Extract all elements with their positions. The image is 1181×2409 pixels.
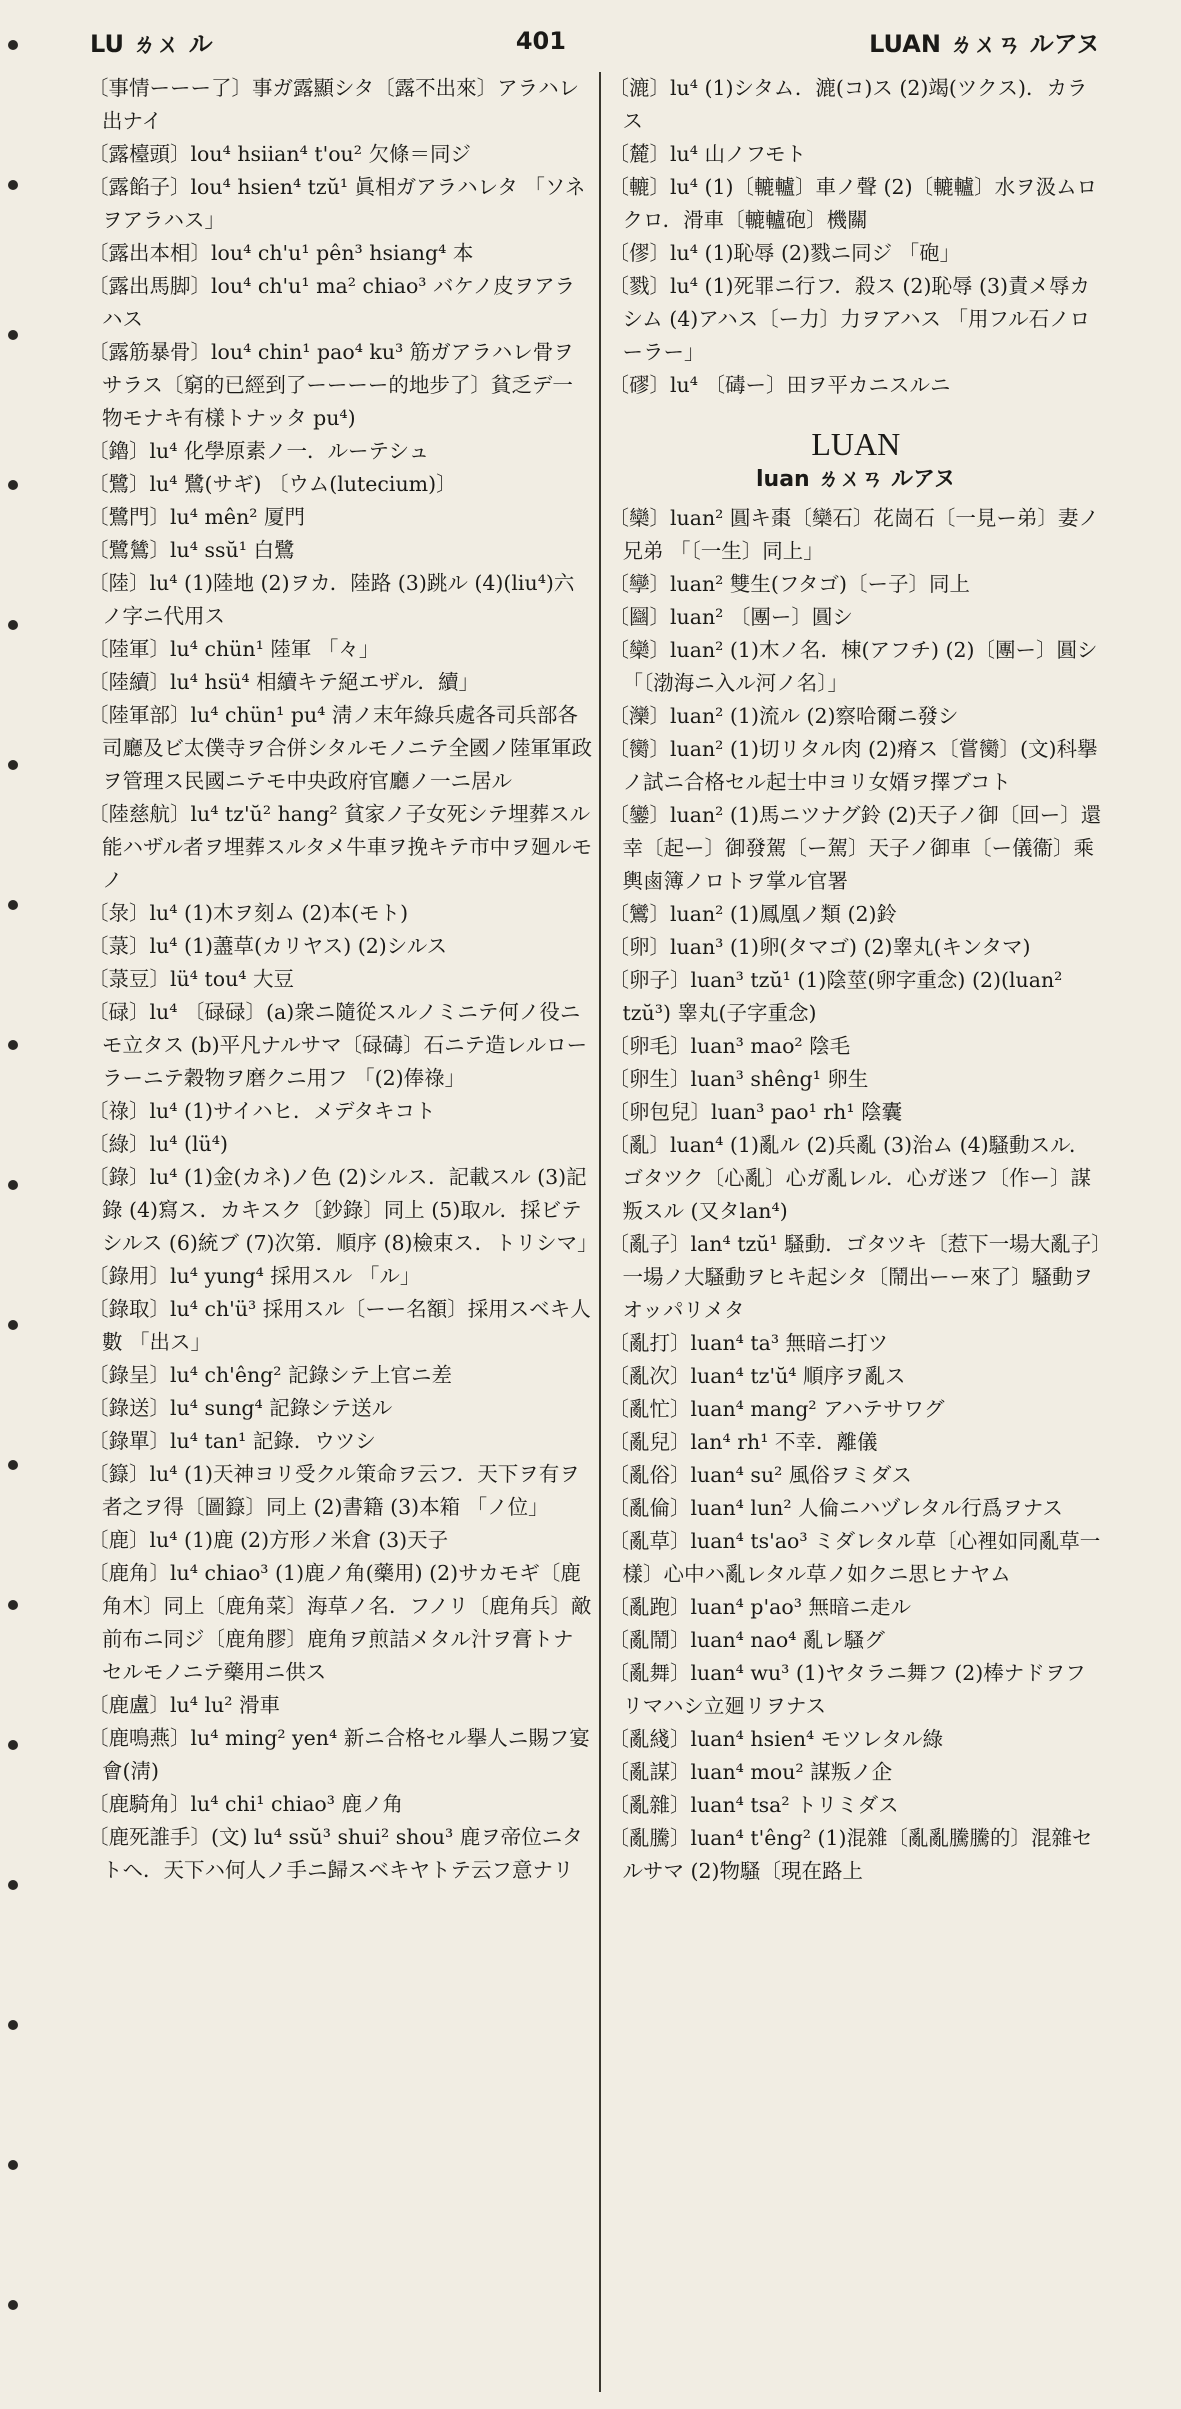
dictionary-entry: 〔祿〕lu⁴ (1)サイハヒ．メデタキコト: [88, 1099, 436, 1123]
dictionary-entry: 〔鷺鷥〕lu⁴ ssŭ¹ 白鷺: [88, 538, 295, 562]
dictionary-entry: 〔磟〕lu⁴ 〔碡ー〕田ヲ平カニスルニ: [608, 373, 951, 397]
dictionary-entry: 〔漉〕lu⁴ (1)シタム．漉(コ)ス (2)竭(ツクス)．カラス: [608, 76, 1088, 133]
dictionary-entry: 〔陸軍〕lu⁴ chün¹ 陸軍 「々」: [88, 637, 380, 661]
right-column-bottom: [609, 502, 1104, 1888]
dictionary-entry: 〔鹿〕lu⁴ (1)鹿 (2)方形ノ米倉 (3)天子: [88, 1528, 449, 1552]
dictionary-entry: 〔卵子〕luan³ tzŭ¹ (1)陰莖(卵字重念) (2)(luan² tzŭ³) 睾丸(子字重念): [608, 968, 1063, 1025]
dictionary-entry: 〔鹿騎角〕lu⁴ chi¹ chiao³ 鹿ノ角: [88, 1792, 404, 1816]
dictionary-entry: 〔陸慈航〕lu⁴ tz'ŭ² hang² 貧家ノ子女死シテ埋葬スル能ハザル者ヲ埋葬スルタメ牛車ヲ挽キテ市中ヲ廻ルモノ: [88, 802, 593, 892]
dictionary-columns: [88, 72, 1103, 2392]
dictionary-entry: 〔亂騰〕luan⁴ t'êng² (1)混雜〔亂亂騰騰的〕混雜セルサマ (2)物騷〔現在路上: [608, 1826, 1093, 1883]
dictionary-entry: 〔卵〕luan³ (1)卵(タマゴ) (2)睾丸(キンタマ): [608, 935, 1031, 959]
dictionary-entry: 〔錄取〕lu⁴ ch'ü³ 採用スル〔ーー名額〕採用スベキ人數 「出ス」: [88, 1297, 591, 1354]
dictionary-entry: 〔陸〕lu⁴ (1)陸地 (2)ヲカ．陸路 (3)跳ル (4)(liu⁴)六ノ字ニ代用ス: [88, 571, 575, 628]
dictionary-entry: 〔露出馬脚〕lou⁴ ch'u¹ ma² chiao³ バケノ皮ヲアラハス: [88, 274, 576, 331]
dictionary-entry: 〔陸軍部〕lu⁴ chün¹ pu⁴ 淸ノ末年綠兵處各司兵部各司廳及ビ太僕寺ヲ合併シタルモノニテ全國ノ陸軍軍政ヲ管理ス民國ニテモ中央政府官廳ノ一ニ居ル: [88, 703, 592, 793]
dictionary-entry: 〔卵包兒〕luan³ pao¹ rh¹ 陰囊: [608, 1100, 903, 1124]
dictionary-entry: 〔欒〕luan² (1)木ノ名．棟(アフチ) (2)〔團ー〕圓シ 「〔渤海ニ入ル河ノ名〕」: [608, 638, 1098, 695]
page-number: 401: [515, 27, 566, 55]
page-header: [90, 18, 1100, 64]
dictionary-entry: 〔錄用〕lu⁴ yung⁴ 採用スル 「ル」: [88, 1264, 421, 1288]
dictionary-entry: 〔鑥〕lu⁴ 化學原素ノ一．ルーテシュ: [88, 439, 430, 463]
dictionary-entry: 〔亂子〕lan⁴ tzŭ¹ 騷動．ゴタツキ〔惹下一場大亂子〕一場ノ大騷動ヲヒキ起シタ〔鬧出ーー來了〕騷動ヲオッパリメタ: [608, 1232, 1102, 1322]
dictionary-entry: 〔臠〕luan² (1)切リタル肉 (2)瘠ス〔嘗臠〕(文)科擧ノ試ニ合格セル起士中ヨリ女婿ヲ擇ブコト: [608, 737, 1098, 794]
dictionary-entry: 〔露餡子〕lou⁴ hsien⁴ tzŭ¹ 眞相ガアラハレタ 「ソネヲアラハス」: [88, 175, 586, 232]
dictionary-entry: 〔綠〕lu⁴ (lü⁴): [88, 1132, 228, 1156]
dictionary-entry: 〔欒〕luan² 圓キ棗〔欒石〕花崗石〔一見ー弟〕妻ノ兄弟 「〔一生〕同上」: [608, 506, 1099, 563]
dictionary-entry: 〔錄送〕lu⁴ sung⁴ 記錄シテ送ル: [88, 1396, 393, 1420]
dictionary-entry: 〔亂兒〕lan⁴ rh¹ 不幸．離儀: [608, 1430, 878, 1454]
dictionary-entry: 〔孿〕luan² 雙生(フタゴ)〔ー子〕同上: [608, 572, 970, 596]
dictionary-entry: 〔露筋暴骨〕lou⁴ chin¹ pao⁴ ku³ 筋ガアラハレ骨ヲサラス〔窮的已經到了ーーーー的地步了〕貧乏デ一物モナキ有樣トナッタ pu⁴): [88, 340, 574, 430]
dictionary-entry: 〔亂倫〕luan⁴ lun² 人倫ニハヅレタル行爲ヲナス: [608, 1496, 1063, 1520]
dictionary-entry: 〔露檯頭〕lou⁴ hsiian⁴ t'ou² 欠條＝同ジ: [88, 142, 471, 166]
dictionary-entry: 〔陸續〕lu⁴ hsü⁴ 相續キテ絕エザル．續」: [88, 670, 479, 694]
header-left: LU ㄌㄨ ル: [90, 29, 213, 58]
dictionary-entry: 〔鷺〕lu⁴ 鷺(サギ) 〔ウム(lutecium)〕: [88, 472, 457, 496]
dictionary-entry: 〔亂忙〕luan⁴ mang² アハテサワグ: [608, 1397, 945, 1421]
dictionary-entry: 〔亂舞〕luan⁴ wu³ (1)ヤタラニ舞フ (2)棒ナドヲフリマハシ立廻リヲナス: [608, 1661, 1086, 1718]
dictionary-entry: 〔亂打〕luan⁴ ta³ 無暗ニ打ツ: [608, 1331, 889, 1355]
dictionary-entry: 〔亂雜〕luan⁴ tsa² トリミダス: [608, 1793, 899, 1817]
dictionary-entry: 〔鑾〕luan² (1)馬ニツナグ鈴 (2)天子ノ御〔回ー〕還幸〔起ー〕御發駕〔ー駕〕天子ノ御車〔ー儀衞〕乘輿鹵簿ノロトヲ掌ル官署: [608, 803, 1102, 893]
dictionary-entry: 〔僇〕lu⁴ (1)恥辱 (2)戮ニ同ジ 「砲」: [608, 241, 961, 265]
dictionary-entry: 〔錄呈〕lu⁴ ch'êng² 記錄シテ上官ニ差: [88, 1363, 453, 1387]
section-title: LUAN: [811, 426, 901, 462]
dictionary-entry: 〔亂〕luan⁴ (1)亂ル (2)兵亂 (3)治ム (4)騷動スル．ゴタツク〔心亂〕心ガ亂レル．心ガ迷フ〔作ー〕謀叛スル (又タlan⁴): [608, 1133, 1092, 1223]
dictionary-entry: 〔亂綫〕luan⁴ hsien⁴ モツレタル綠: [608, 1727, 943, 1751]
margin-marks: [0, 0, 30, 2409]
dictionary-entry: 〔錄單〕lu⁴ tan¹ 記錄．ウツシ: [88, 1429, 376, 1453]
left-column: [88, 72, 601, 2392]
dictionary-entry: 〔亂草〕luan⁴ ts'ao³ ミダレタル草〔心裡如同亂草一樣〕心中ハ亂レタル草ノ如クニ思ヒナヤム: [608, 1529, 1101, 1586]
dictionary-entry: 〔彔〕lu⁴ (1)木ヲ刻ム (2)本(モト): [88, 901, 409, 925]
section-heading: [609, 424, 1104, 496]
dictionary-entry: 〔錄〕lu⁴ (1)金(カネ)ノ色 (2)シルス．記載スル (3)記錄 (4)寫ス．カキスク〔鈔錄〕同上 (5)取ル．採ビテシルス (6)統ブ (7)次第．順序 (8)檢束ス．トリシマ」: [88, 1165, 598, 1255]
dictionary-entry: 〔亂次〕luan⁴ tz'ŭ⁴ 順序ヲ亂ス: [608, 1364, 906, 1388]
dictionary-entry: 〔亂跑〕luan⁴ p'ao³ 無暗ニ走ル: [608, 1595, 911, 1619]
dictionary-entry: 〔轆〕lu⁴ (1)〔轆轤〕車ノ聲 (2)〔轆轤〕水ヲ汲ムロクロ．滑車〔轆轤砲〕機關: [608, 175, 1098, 232]
dictionary-entry: 〔鹿鳴燕〕lu⁴ ming² yen⁴ 新ニ合格セル擧人ニ賜フ宴會(淸): [88, 1726, 590, 1783]
header-right: LUAN ㄌㄨㄢ ルアヌ: [869, 29, 1100, 58]
dictionary-entry: 〔亂俗〕luan⁴ su² 風俗ヲミダス: [608, 1463, 912, 1487]
dictionary-entry: 〔圝〕luan² 〔團ー〕圓シ: [608, 605, 853, 629]
dictionary-entry: 〔麓〕lu⁴ 山ノフモト: [608, 142, 807, 166]
dictionary-entry: 〔鹿死誰手〕(文) lu⁴ ssŭ³ shui² shou³ 鹿ヲ帝位ニタトヘ．天下ハ何人ノ手ニ歸スベキヤトテ云フ意ナリ: [88, 1825, 583, 1882]
dictionary-entry: 〔鹿盧〕lu⁴ lu² 滑車: [88, 1693, 280, 1717]
dictionary-entry: 〔籙〕lu⁴ (1)天神ヨリ受クル策命ヲ云フ．天下ヲ有ヲ者之ヲ得〔圖籙〕同上 (2)書籍 (3)本箱 「ノ位」: [88, 1462, 580, 1519]
dictionary-entry: 〔鹿角〕lu⁴ chiao³ (1)鹿ノ角(藥用) (2)サカモギ〔鹿角木〕同上〔鹿角菜〕海草ノ名．フノリ〔鹿角兵〕敵前布ニ同ジ〔鹿角膠〕鹿角ヲ煎詰メタル汁ヲ膏トナセルモノニテ藥用ニ供ス: [88, 1561, 592, 1684]
dictionary-entry: 〔卵毛〕luan³ mao² 陰毛: [608, 1034, 851, 1058]
dictionary-entry: 〔鸞〕luan² (1)鳳凰ノ類 (2)鈴: [608, 902, 898, 926]
dictionary-entry: 〔鷺門〕lu⁴ mên² 厦門: [88, 505, 306, 529]
dictionary-entry: 〔露出本相〕lou⁴ ch'u¹ pên³ hsiang⁴ 本: [88, 241, 474, 265]
dictionary-entry: 〔菉〕lu⁴ (1)藎草(カリヤス) (2)シルス: [88, 934, 448, 958]
right-column: [601, 72, 1104, 2392]
dictionary-entry: 〔菉豆〕lü⁴ tou⁴ 大豆: [88, 967, 295, 991]
dictionary-entry: 〔亂謀〕luan⁴ mou² 謀叛ノ企: [608, 1760, 893, 1784]
section-subtitle: luan ㄌㄨㄢ ルアヌ: [756, 467, 956, 492]
dictionary-entry: 〔亂鬧〕luan⁴ nao⁴ 亂レ騷グ: [608, 1628, 885, 1652]
dictionary-entry: 〔碌〕lu⁴ 〔碌碌〕(a)衆ニ隨從スルノミニテ何ノ役ニモ立タス (b)平凡ナルサマ〔碌碡〕石ニテ造レルローラーニテ穀物ヲ磨クニ用フ 「(2)俸祿」: [88, 1000, 588, 1090]
dictionary-entry: 〔卵生〕luan³ shêng¹ 卵生: [608, 1067, 869, 1091]
dictionary-entry: 〔灤〕luan² (1)流ル (2)察哈爾ニ發シ: [608, 704, 959, 728]
dictionary-entry: 〔戮〕lu⁴ (1)死罪ニ行フ．殺ス (2)恥辱 (3)責メ辱カシム (4)アハス〔ー力〕力ヲアハス 「用フル石ノローラー」: [608, 274, 1091, 364]
right-column-top: [609, 72, 1104, 402]
dictionary-entry: 〔事情ーーー了〕事ガ露顯シタ〔露不出來〕アラハレ出ナイ: [88, 76, 580, 133]
